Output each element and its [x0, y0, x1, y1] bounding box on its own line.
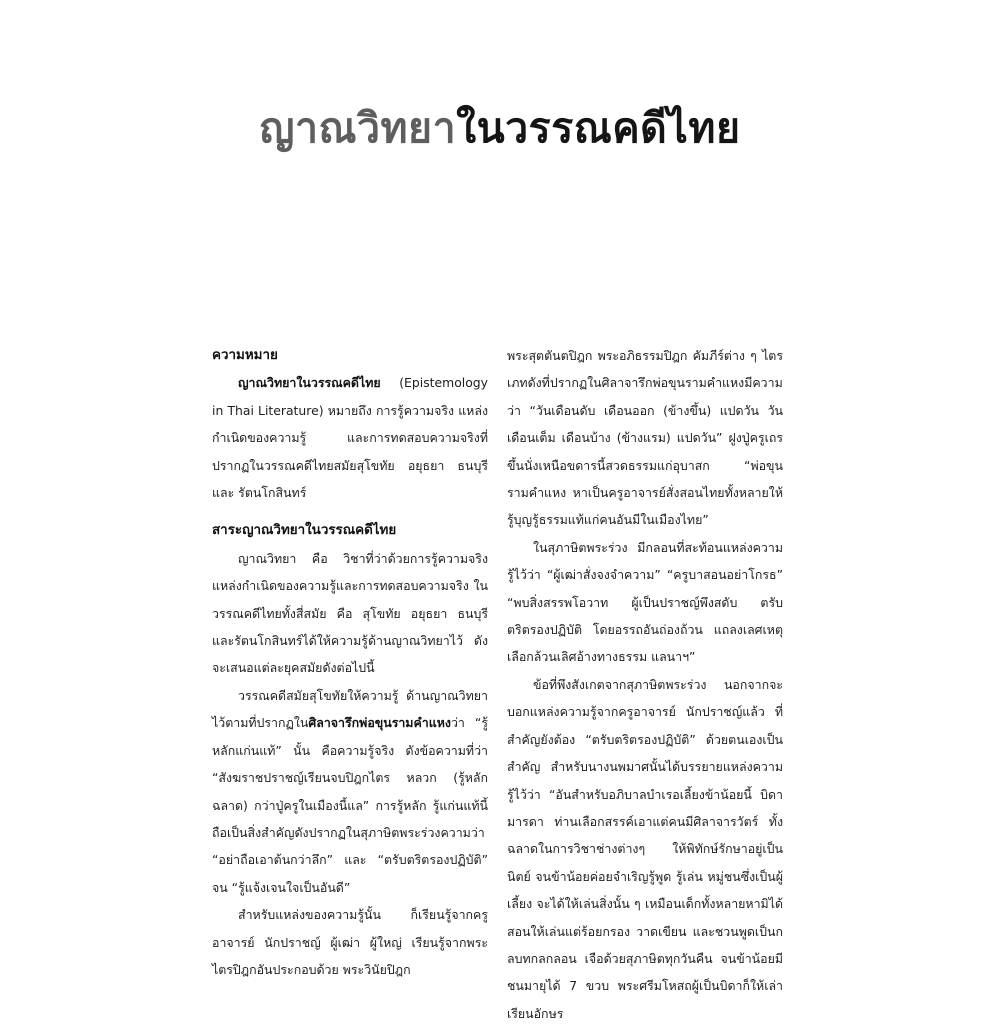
inscription-bold: ศิลาจารึกพ่อขุนรามคำแหง	[308, 715, 451, 731]
paragraph-intro: ญาณวิทยา คือ วิชาที่ว่าด้วยการรู้ความจริง แหล่งกำเนิดของความรู้และการทดสอบความจริง ในวรรณคดีไทยทั้งสี่สมัย คือ สุโขทัย อยุธยา ธนบุรี และรัตนโกสินทร์ได้ให้ความรู้ด้านญาณวิทยาไว้ ดังจะเสนอแต่ละยุคสมัยดังต่อไปนี้	[212, 550, 488, 676]
term-bold: ญาณวิทยาในวรรณคดีไทย	[238, 375, 381, 391]
paragraph-sources: สำหรับแหล่งของความรู้นั้น ก็เรียนรู้จากครู อาจารย์ นักปราชญ์ ผู้เฒ่า ผู้ใหญ่ เรียนรู้จากพระไตรปิฎกอันประกอบด้วย พระวินัยปิฎก	[212, 907, 488, 977]
paragraph-phra-ruang: ในสุภาษิตพระร่วง มีกลอนที่สะท้อนแหล่งความรู้ไว้ว่า “ผู้เฒ่าสั่งจงจำความ” “ครูบาสอนอย่าโกรธ” “พบสิ่งสรรพโอวาท ผู้เป็นปราชญ์พึงสดับ ตรับตริตรองปฏิบัติ โดยอรรถอันถ่องถ้วน แถลงเลศเหตุเลือกล้วนเลิศอ้างทางธรรม แลนาฯ”	[507, 539, 783, 665]
spacer	[212, 506, 488, 517]
left-column	[212, 342, 488, 983]
definition-text: (Epistemology in Thai Literature) หมายถึง การรู้ความจริง แหล่งกำเนิดของความรู้ และการทดสอบความจริงที่ปรากฏในวรรณคดีไทยสมัยสุโขทัย อยุธยา ธนบุรี และ รัตนโกสินทร์	[212, 375, 488, 501]
sukhothai-text-b: ว่า “รู้หลักแก่นแท้” นั้น คือความรู้จริง ดังข้อความที่ว่า “สังฆราชปราชญ์เรียนจบปิฎกไตร หลวก (รู้หลักฉลาด) กว่าปู่ครูในเมืองนี้แล” การรู้หลัก รู้แก่นแท้นี้ถือเป็นสิ่งสำคัญดังปรากฏในสุภาษิตพระร่วงความว่า “อย่าถือเอาต้นกว่าลึก” และ “ตรับตริตรองปฏิบัติ” จน “รู้แจ้งเจนใจเป็นอันดี”	[212, 715, 488, 895]
paragraph-definition	[212, 369, 488, 506]
heading-meaning: ความหมาย	[212, 348, 278, 363]
right-column	[507, 342, 783, 1027]
page-title	[0, 100, 1000, 156]
paragraph-tipitaka: พระสุตตันตปิฎก พระอภิธรรมปิฎก คัมภีร์ต่าง ๆ ไตรเภทดังที่ปรากฏในศิลาจารึกพ่อขุนรามคำแหงมีความว่า “วันเดือนดับ เดือนออก (ข้างขึ้น) แปดวัน วันเดือนเต็ม เดือนบ้าง (ข้างแรม) แปดวัน” ฝูงปู่ครูเถรขึ้นนั่งเหนือขดารนี้สวดธรรมแก่อุบาสก “พ่อขุนรามคำแหง หาเป็นครูอาจารย์สั่งสอนไทยทั้งหลายให้รู้บุญรู้ธรรมแท้แก่คนอันมีในเมืองไทย”	[507, 348, 783, 528]
heading-essence: สาระญาณวิทยาในวรรณคดีไทย	[212, 523, 397, 539]
paragraph-observation: ข้อที่พึงสังเกตจากสุภาษิตพระร่วง นอกจากจะบอกแหล่งความรู้จากครูอาจารย์ นักปราชญ์แล้ว ที่สำคัญยังต้อง “ตรับตริตรองปฏิบัติ” ด้วยตนเองเป็นสำคัญ สำหรับนางนพมาศนั้นได้บรรยายแหล่งความรู้ไว้ว่า “อันสำหรับอภิบาลบำเรอเลี้ยงข้าน้อยนี้ บิดามารดา ท่านเลือกสรรค์เอาแต่คนมีศิลาจารวัตร์ ทั้งฉลาดในการวิชาช่างต่างๆ ให้พิทักษ์รักษาอยู่เป็นนิตย์ จนข้าน้อยค่อยจำเริญรู้พูด รู้เล่น หมู่ชนซึ่งเป็นผู้เลี้ยง จะได้ให้เล่นสิ่งนั้น ๆ เหมือนเด็กทั้งหลายหามิได้ สอนให้เล่นแต่ร้อยกรอง วาดเขียน และชวนพูดเป็นกลบทกลกลอน เจือด้วยสุภาษิตทุกวันคืน จนข้าน้อยมีชนมายุได้ 7 ขวบ พระศรีมโหสถผู้เป็นบิดาก็ให้เล่าเรียนอักษร	[507, 676, 783, 1021]
title-part-2: ในวรรณคดีไทย	[456, 104, 741, 152]
sukhothai-text-a: วรรณคดีสมัยสุโขทัยให้ความรู้ ด้านญาณวิทยาไว้ตามที่ปรากฏใน	[212, 687, 488, 731]
title-part-1: ญาณวิทยา	[259, 104, 457, 152]
paragraph-sukhothai	[212, 682, 488, 901]
